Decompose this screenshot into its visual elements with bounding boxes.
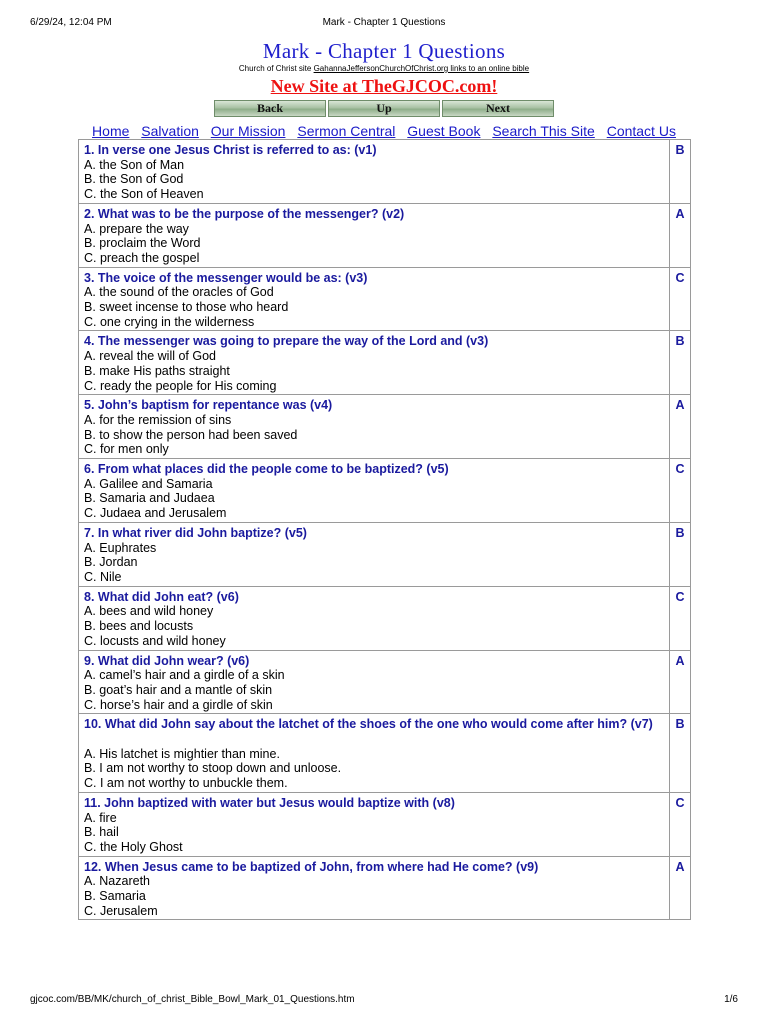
- option-c: C. Judaea and Jerusalem: [84, 506, 227, 521]
- answer-cell: C: [675, 270, 685, 285]
- option-a: A. for the remission of sins: [84, 412, 232, 427]
- question-row: [79, 714, 690, 793]
- option-c: C. for men only: [84, 442, 169, 457]
- option-c: C. the Son of Heaven: [84, 187, 204, 202]
- print-datetime: 6/29/24, 12:04 PM: [30, 17, 112, 28]
- answer-cell: B: [675, 334, 685, 349]
- answer-cell: A: [675, 206, 685, 221]
- question-cell: [79, 651, 670, 714]
- question-cell: [79, 523, 670, 586]
- option-c: C. ready the people for His coming: [84, 378, 277, 393]
- salvation-link[interactable]: Salvation: [141, 123, 199, 139]
- answer-cell: B: [675, 525, 685, 540]
- masthead: [0, 38, 768, 140]
- new-site-link[interactable]: New Site at TheGJCOC.com!: [270, 76, 498, 96]
- contact-us-link[interactable]: Contact Us: [606, 123, 676, 139]
- print-header: [0, 17, 768, 31]
- question-cell: [79, 587, 670, 650]
- answer-cell: A: [675, 398, 685, 413]
- question-row: [79, 204, 690, 268]
- print-footer: [0, 994, 768, 1008]
- question-row: [79, 793, 690, 857]
- question-row: [79, 651, 690, 715]
- question-cell: [79, 459, 670, 522]
- question-row: [79, 395, 690, 459]
- question-row: [79, 587, 690, 651]
- site-subtitle: [0, 64, 768, 74]
- question-cell: [79, 204, 670, 267]
- option-c: C. horse’s hair and a girdle of skin: [84, 697, 273, 712]
- question-cell: [79, 793, 670, 856]
- print-page-number: 1/6: [724, 994, 738, 1005]
- question-text: 2. What was to be the purpose of the messenger? (v2): [84, 206, 405, 221]
- question-text: 3. The voice of the messenger would be as: (v3): [84, 270, 368, 285]
- option-a: A. Nazareth: [84, 874, 151, 889]
- option-a: A. the Son of Man: [84, 157, 185, 172]
- question-text: 1. In verse one Jesus Christ is referred to as: (v1): [84, 143, 377, 157]
- option-b: B. goat’s hair and a mantle of skin: [84, 682, 273, 697]
- question-row: [79, 857, 690, 920]
- answer-cell: C: [675, 589, 685, 604]
- option-c: C. I am not worthy to unbuckle them.: [84, 776, 288, 791]
- option-b: B. Samaria and Judaea: [84, 491, 215, 506]
- question-row: [79, 331, 690, 395]
- question-cell: [79, 857, 670, 920]
- option-b: B. sweet incense to those who heard: [84, 300, 289, 315]
- questions-table: [78, 139, 691, 920]
- next-button[interactable]: Next: [442, 100, 554, 117]
- option-a: A. Euphrates: [84, 540, 157, 555]
- guest-book-link[interactable]: Guest Book: [407, 123, 481, 139]
- subtitle-prefix: Church of Christ site: [238, 64, 314, 73]
- question-text: 12. When Jesus came to be baptized of John, from where had He come? (v9): [84, 859, 539, 874]
- our-mission-link[interactable]: Our Mission: [210, 123, 286, 139]
- option-a: A. fire: [84, 810, 117, 825]
- option-a: A. the sound of the oracles of God: [84, 285, 274, 300]
- option-a: A. Galilee and Samaria: [84, 476, 213, 491]
- option-b: B. I am not worthy to stoop down and unloose.: [84, 761, 342, 776]
- home-link[interactable]: Home: [92, 123, 130, 139]
- option-a: A. His latchet is mightier than mine.: [84, 746, 280, 761]
- question-cell: [79, 714, 670, 792]
- print-doc-title: Mark - Chapter 1 Questions: [322, 17, 446, 28]
- option-b: B. Samaria: [84, 889, 146, 904]
- back-button[interactable]: Back: [214, 100, 326, 117]
- option-c: C. preach the gospel: [84, 250, 200, 265]
- question-cell: [79, 395, 670, 458]
- answer-cell: C: [675, 462, 685, 477]
- answer-cell: A: [675, 859, 685, 874]
- page-title: Mark - Chapter 1 Questions: [262, 39, 506, 63]
- question-spacer: [84, 732, 664, 747]
- option-b: B. make His paths straight: [84, 363, 230, 378]
- option-a: A. reveal the will of God: [84, 349, 217, 364]
- option-b: B. bees and locusts: [84, 619, 194, 634]
- question-row: [79, 523, 690, 587]
- question-text: 4. The messenger was going to prepare the way of the Lord and (v3): [84, 334, 489, 349]
- question-text: 11. John baptized with water but Jesus would baptize with (v8): [84, 795, 455, 810]
- nav-buttons: [0, 100, 768, 118]
- answer-cell: B: [675, 143, 685, 157]
- option-b: B. hail: [84, 825, 119, 840]
- answer-cell: C: [675, 795, 685, 810]
- subtitle-link[interactable]: GahannaJeffersonChurchOfChrist.org links to an online bible: [313, 64, 530, 73]
- question-row: [79, 268, 690, 332]
- option-a: A. prepare the way: [84, 221, 189, 236]
- option-b: B. Jordan: [84, 555, 138, 570]
- option-b: B. the Son of God: [84, 172, 184, 187]
- question-text: 8. What did John eat? (v6): [84, 589, 239, 604]
- up-button[interactable]: Up: [328, 100, 440, 117]
- answer-cell: A: [675, 653, 685, 668]
- question-text: 9. What did John wear? (v6): [84, 653, 250, 668]
- option-c: C. the Holy Ghost: [84, 839, 183, 854]
- option-c: C. one crying in the wilderness: [84, 314, 255, 329]
- option-c: C. Jerusalem: [84, 903, 158, 918]
- print-url: gjcoc.com/BB/MK/church_of_christ_Bible_Bowl_Mark_01_Questions.htm: [30, 994, 355, 1005]
- option-c: C. Nile: [84, 569, 122, 584]
- answer-cell: B: [675, 717, 685, 732]
- option-a: A. bees and wild honey: [84, 604, 214, 619]
- option-c: C. locusts and wild honey: [84, 633, 226, 648]
- sermon-central-link[interactable]: Sermon Central: [297, 123, 396, 139]
- option-a: A. camel’s hair and a girdle of a skin: [84, 668, 285, 683]
- question-text: 6. From what places did the people come to be baptized? (v5): [84, 462, 449, 477]
- question-row: [79, 459, 690, 523]
- option-b: B. to show the person had been saved: [84, 427, 298, 442]
- question-cell: [79, 331, 670, 394]
- site-nav-links: [0, 123, 768, 140]
- question-text: 10. What did John say about the latchet of the shoes of the one who would come after him? (v7): [84, 717, 653, 732]
- question-cell: [79, 140, 670, 203]
- question-text: 7. In what river did John baptize? (v5): [84, 525, 307, 540]
- question-text: 5. John’s baptism for repentance was (v4): [84, 398, 333, 413]
- question-cell: [79, 268, 670, 331]
- option-b: B. proclaim the Word: [84, 236, 201, 251]
- question-row: [79, 140, 690, 204]
- search-site-link[interactable]: Search This Site: [492, 123, 595, 139]
